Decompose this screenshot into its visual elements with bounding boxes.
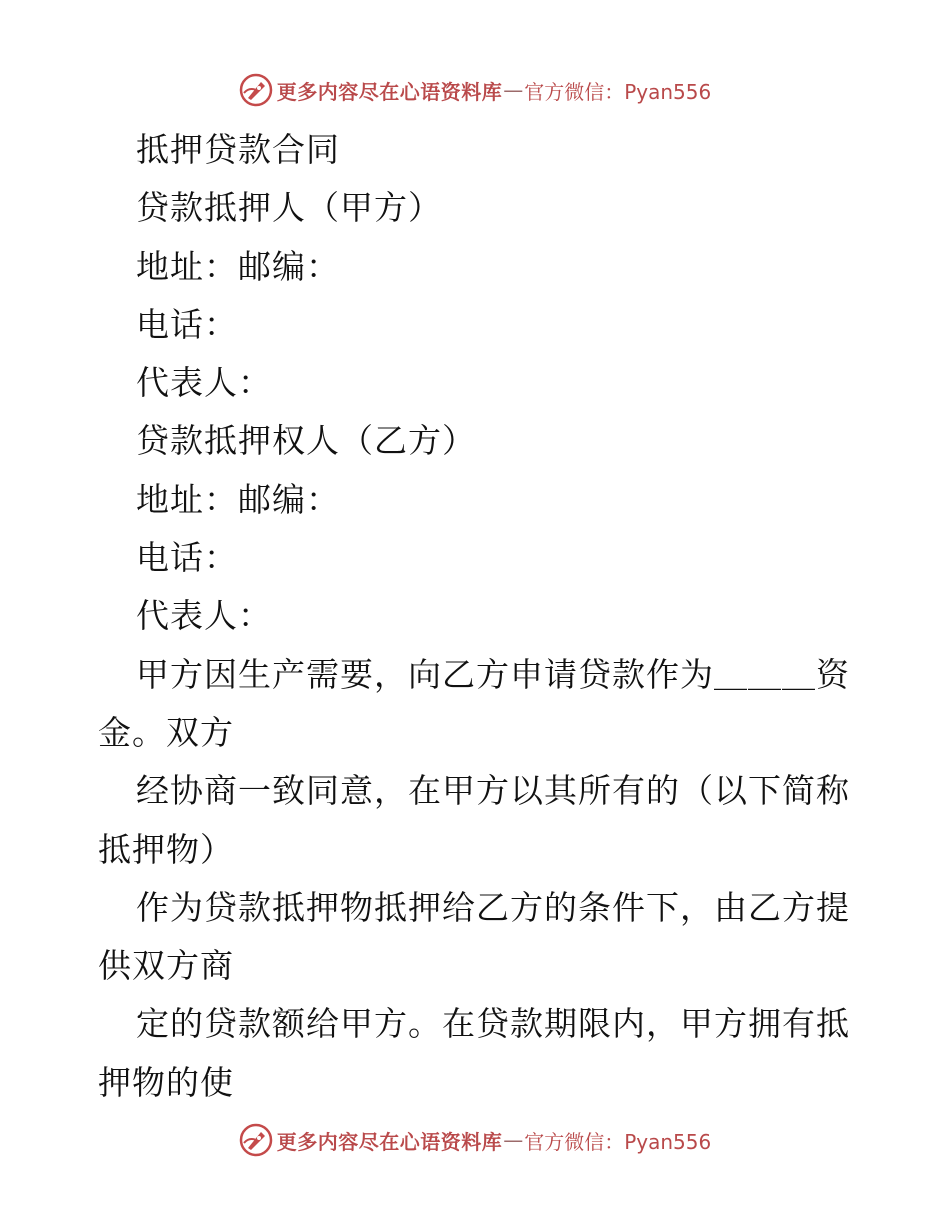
- footer-banner-wechat: 官方微信：Pyan556: [524, 1129, 712, 1154]
- paragraph-line: 甲方因生产需要，向乙方申请贷款作为＿＿＿资: [136, 654, 850, 694]
- footer-banner-separator: —: [503, 1128, 524, 1152]
- paragraph-line: 押物的使: [98, 1062, 234, 1102]
- footer-banner: [0, 1120, 950, 1160]
- party-b-address: 地址：邮编：: [136, 479, 340, 519]
- paragraph-line: 供双方商: [98, 946, 234, 986]
- paragraph-line: 金。双方: [98, 712, 234, 752]
- paragraph-line: 抵押物）: [98, 829, 234, 869]
- party-b-heading: 贷款抵押权人（乙方）: [136, 421, 476, 461]
- party-a-phone: 电话：: [136, 304, 238, 344]
- party-a-representative: 代表人：: [136, 363, 272, 403]
- footer-banner-main: 更多内容尽在心语资料库: [276, 1129, 503, 1154]
- party-a-heading: 贷款抵押人（甲方）: [136, 188, 442, 228]
- pen-nib-logo-icon: [239, 73, 273, 107]
- pen-nib-logo-icon: [239, 1123, 273, 1157]
- paragraph-line: 经协商一致同意，在甲方以其所有的（以下简称: [136, 771, 850, 811]
- party-b-representative: 代表人：: [136, 596, 272, 636]
- document-body: [98, 121, 858, 1112]
- paragraph-line: 定的贷款额给甲方。在贷款期限内，甲方拥有抵: [136, 1004, 850, 1044]
- header-banner: [0, 70, 950, 110]
- header-banner-separator: —: [503, 78, 524, 102]
- header-banner-main: 更多内容尽在心语资料库: [276, 79, 503, 104]
- document-title: 抵押贷款合同: [136, 130, 340, 169]
- paragraph-line: 作为贷款抵押物抵押给乙方的条件下，由乙方提: [136, 887, 850, 927]
- header-banner-wechat: 官方微信：Pyan556: [524, 79, 712, 104]
- party-b-phone: 电话：: [136, 538, 238, 578]
- party-a-address: 地址：邮编：: [136, 246, 340, 286]
